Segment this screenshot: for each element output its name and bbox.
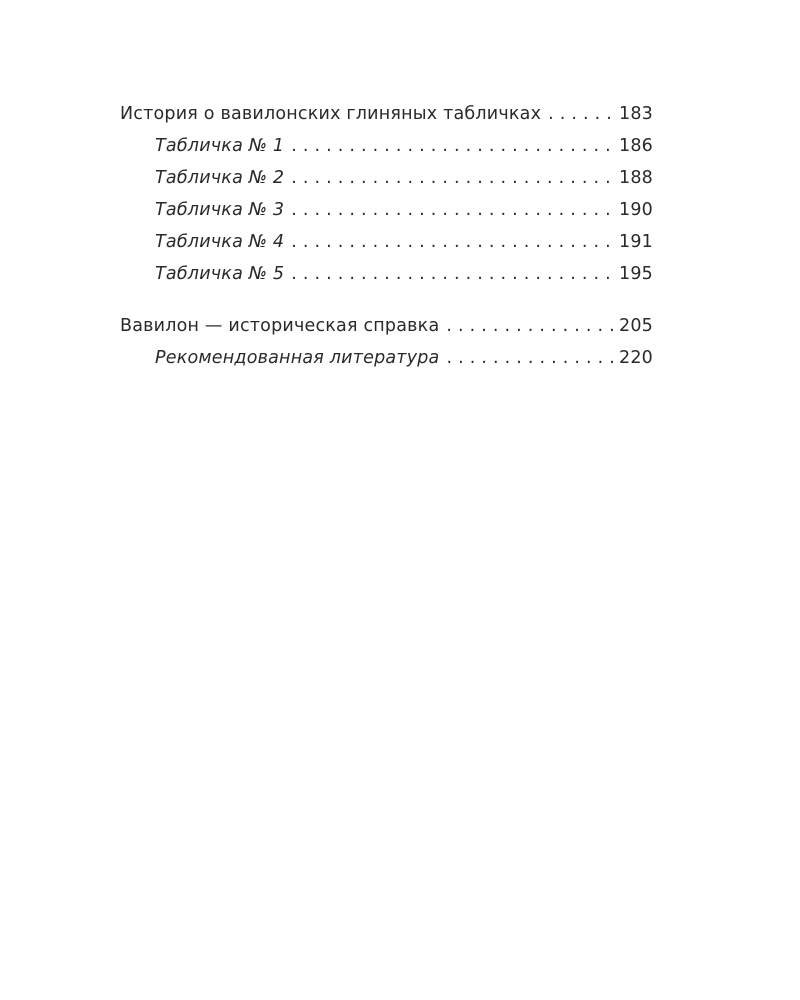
toc-subentry-title: Табличка № 5 [155,264,285,284]
toc-subentry [120,130,653,162]
dot-leader [291,258,616,290]
toc-subentry-title: Табличка № 2 [155,168,285,188]
toc-section-babylon [120,310,653,374]
toc-section-tablets [120,98,653,290]
toc-entry-page: 183 [618,104,653,124]
toc-entry-title: История о вавилонских глиняных табличках [120,104,542,124]
toc-subentry-title: Табличка № 4 [155,232,285,252]
toc-subentry-page: 191 [618,232,653,252]
dot-leader [548,98,616,130]
toc-subentry-page: 190 [618,200,653,220]
toc-entry [120,98,653,130]
toc-subentry [120,342,653,374]
toc-subentry-title: Табличка № 1 [155,136,285,156]
toc-subentry-page: 186 [618,136,653,156]
dot-leader [291,226,616,258]
toc-entry-title: Вавилон — историческая справка [120,316,440,336]
toc-subentry [120,226,653,258]
dot-leader [446,342,616,374]
toc-subentry-page: 195 [618,264,653,284]
toc-entry-page: 205 [618,316,653,336]
toc-subentry-title: Табличка № 3 [155,200,285,220]
toc-subentry [120,194,653,226]
toc-subentry-title: Рекомендованная литература [155,348,440,368]
toc-subentry [120,162,653,194]
dot-leader [291,194,616,226]
table-of-contents [120,98,653,374]
dot-leader [446,310,616,342]
dot-leader [291,162,616,194]
toc-subentry-page: 188 [618,168,653,188]
toc-subentry [120,258,653,290]
dot-leader [291,130,616,162]
toc-subentry-page: 220 [618,348,653,368]
toc-entry [120,310,653,342]
